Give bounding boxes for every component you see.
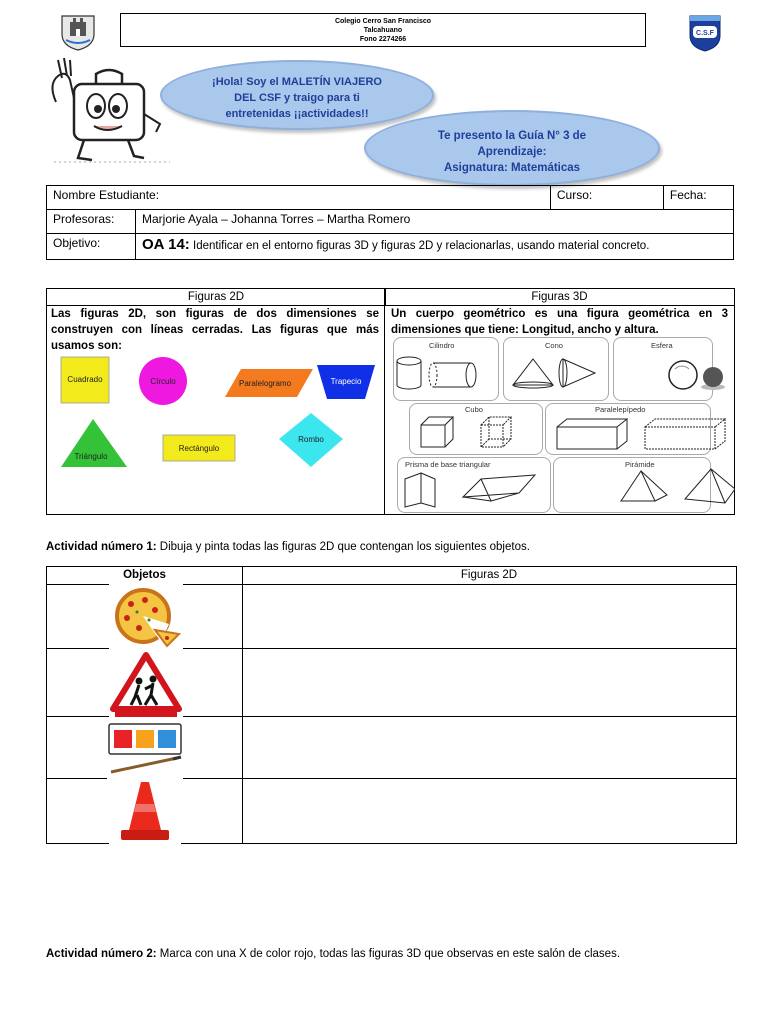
activity-1-instruction	[46, 541, 530, 553]
triangle-label: Triángulo	[74, 452, 108, 461]
speech-bubble-greeting	[160, 60, 434, 130]
date-label: Fecha:	[669, 188, 707, 202]
figures-3d-description: Un cuerpo geométrico es una figura geométrica en 3 dimensiones que tiene: Longitud, ancho y altura.	[391, 308, 728, 336]
traffic-cone-icon	[109, 780, 181, 844]
teachers-label: Profesoras:	[47, 210, 136, 234]
figures-3d-title: Figuras 3D	[385, 289, 734, 306]
drawing-area-row-4[interactable]	[243, 779, 735, 842]
course-cell[interactable]	[550, 186, 663, 210]
guide-line-2: Aprendizaje:	[477, 146, 547, 158]
objective-cell	[136, 234, 734, 260]
circle-label: Círculo	[150, 377, 176, 386]
school-header	[120, 13, 646, 47]
figures-2d-description: Las figuras 2D, son figuras de dos dimensiones se construyen con líneas cerradas. Las figuras que más usamos son:	[51, 308, 379, 352]
solids-3d-illustration	[385, 289, 735, 515]
student-info-table	[46, 185, 734, 260]
parallelepiped-label: Paralelepípedo	[595, 405, 646, 414]
objective-label: Objetivo:	[47, 234, 136, 260]
school-phone: Fono 2274266	[359, 36, 407, 43]
cube-label: Cubo	[465, 405, 483, 414]
school-crest-logo	[58, 12, 98, 52]
drawing-area-row-2[interactable]	[243, 649, 735, 715]
pyramid-label: Pirámide	[625, 460, 655, 469]
date-cell[interactable]	[663, 186, 733, 210]
mascot-suitcase-image	[44, 54, 174, 166]
parallelogram-label: Paralelogramo	[238, 379, 292, 388]
rectangle-label: Rectángulo	[178, 444, 220, 453]
paint-palette-icon	[107, 718, 183, 780]
objects-header: Objetos	[123, 569, 166, 581]
student-name-cell[interactable]	[47, 186, 551, 210]
activity-2-instruction	[46, 948, 620, 960]
cylinder-label: Cilindro	[429, 341, 455, 350]
figures-table	[46, 288, 735, 515]
activity-2-label: Actividad número 2:	[46, 948, 157, 960]
triangular-prism-label: Prisma de base triangular	[405, 460, 491, 469]
csf-logo-text: C.S.F	[696, 30, 714, 37]
objective-code: OA 14:	[142, 236, 190, 253]
greeting-line-2: DEL CSF y traigo para ti	[234, 92, 360, 104]
objective-text: Identificar en el entorno figuras 3D y figuras 2D y relacionarlas, usando material concreto.	[193, 240, 650, 252]
pizza-icon	[109, 584, 183, 650]
drawing-area-row-1[interactable]	[243, 585, 735, 647]
csf-logo	[688, 14, 722, 52]
school-city: Talcahuano	[363, 27, 403, 34]
activity-1-text: Dibuja y pinta todas las figuras 2D que contengan los siguientes objetos.	[159, 541, 530, 553]
warning-sign-icon	[109, 651, 183, 717]
activity-1-label: Actividad número 1:	[46, 541, 157, 553]
teachers-value: Marjorie Ayala – Johanna Torres – Martha Romero	[136, 210, 734, 234]
greeting-line-3: entretenidas ¡¡actividades!!	[225, 108, 369, 120]
figures-2d-header: Figuras 2D	[460, 569, 518, 581]
course-label: Curso:	[556, 188, 593, 202]
greeting-line-1: ¡Hola! Soy el MALETÍN VIAJERO	[212, 76, 382, 88]
guide-line-1: Te presento la Guía N° 3 de	[437, 130, 587, 142]
activity-2-text: Marca con una X de color rojo, todas las figuras 3D que observas en este salón de clases.	[159, 948, 621, 960]
figures-2d-title: Figuras 2D	[47, 289, 386, 306]
objects-figures-table	[46, 566, 737, 844]
trapezoid-label: Trapecio	[330, 377, 362, 386]
school-name: Colegio Cerro San Francisco	[334, 18, 432, 25]
cone-label: Cono	[545, 341, 563, 350]
student-name-label: Nombre Estudiante:	[53, 188, 160, 202]
speech-bubble-guide	[364, 110, 660, 186]
rhombus-label: Rombo	[298, 435, 324, 444]
square-label: Cuadrado	[67, 375, 103, 384]
guide-line-3: Asignatura: Matemáticas	[443, 162, 581, 174]
drawing-area-row-3[interactable]	[243, 717, 735, 777]
sphere-label: Esfera	[651, 341, 673, 350]
